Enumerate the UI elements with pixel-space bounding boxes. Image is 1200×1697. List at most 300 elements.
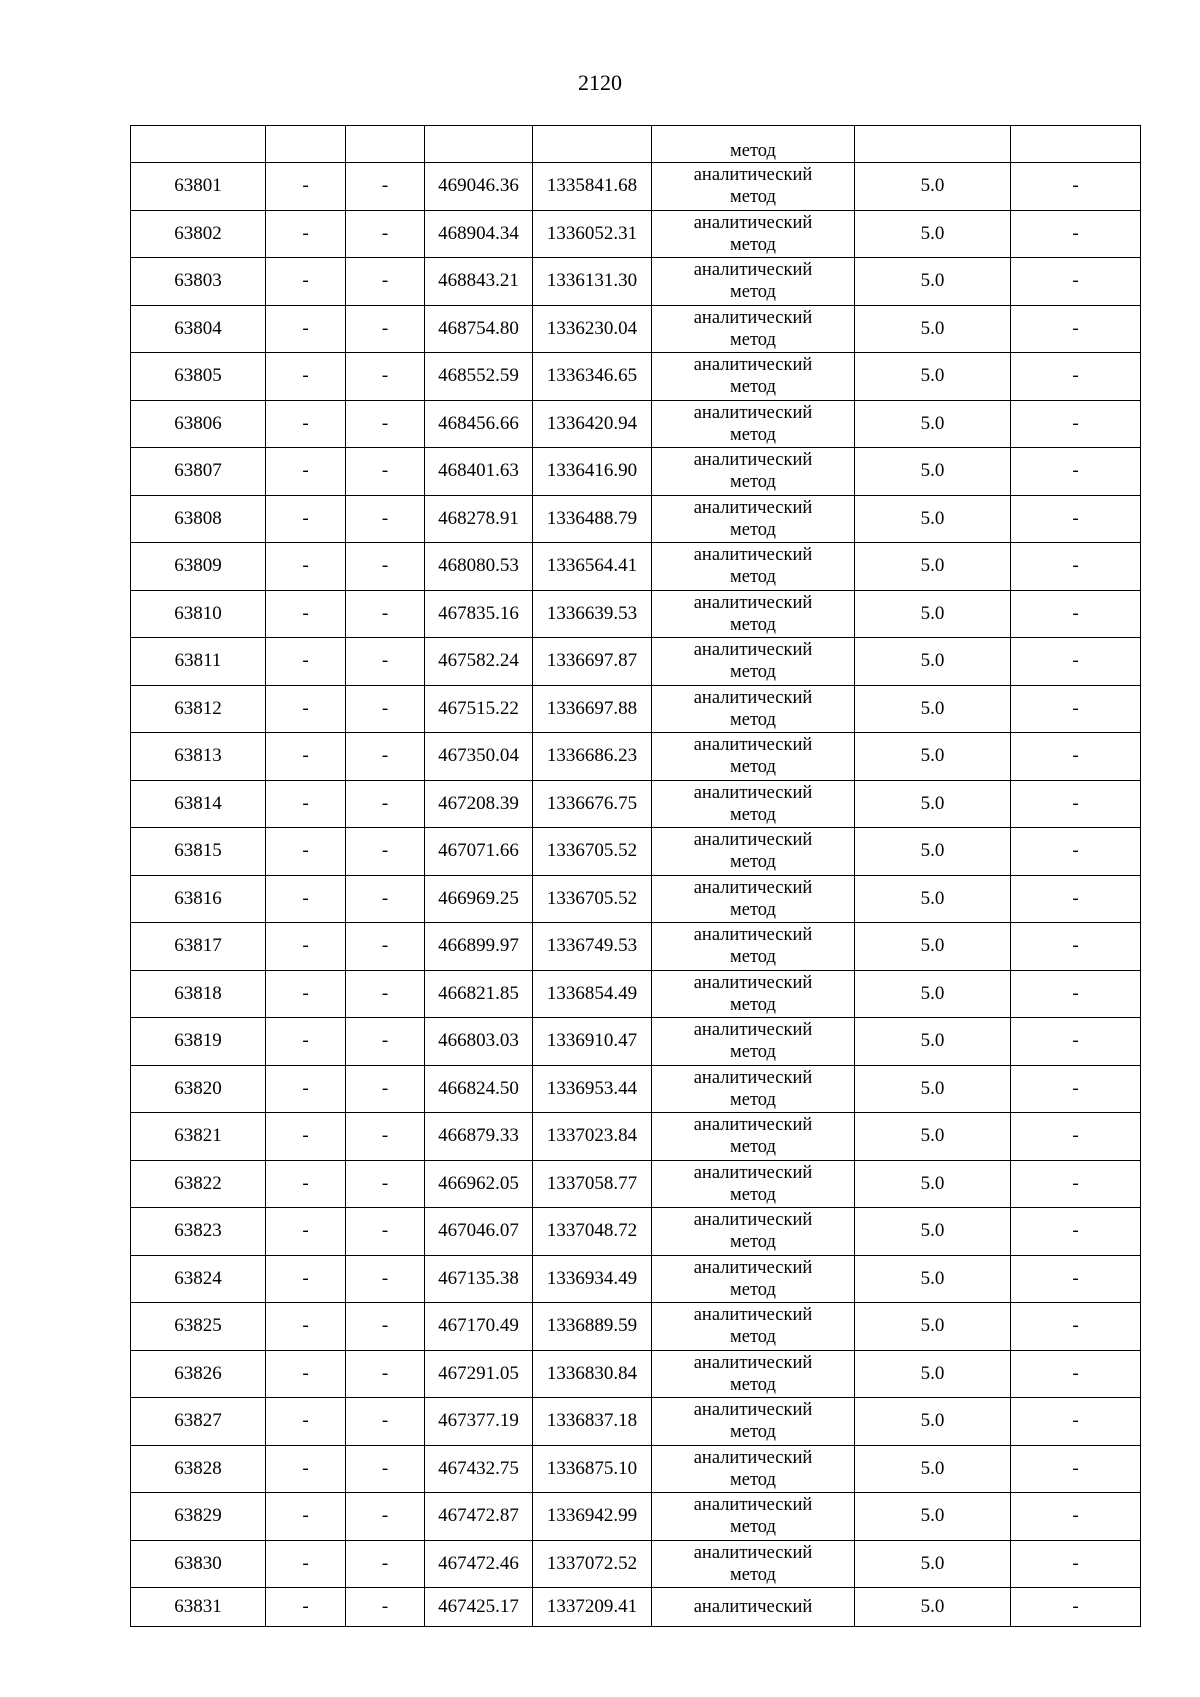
cell-accuracy: 5.0 — [855, 590, 1011, 638]
cell-c2: - — [266, 923, 346, 971]
cell-note: - — [1011, 400, 1141, 448]
method-line-2: метод — [730, 614, 776, 635]
cell-x: 467170.49 — [425, 1303, 533, 1351]
cell-method — [652, 1493, 855, 1541]
cell-y: 1336749.53 — [533, 923, 652, 971]
cell-note: - — [1011, 1160, 1141, 1208]
method-line-1: аналитический — [693, 1162, 813, 1183]
cell-y: 1337048.72 — [533, 1208, 652, 1256]
method-line-1: аналитический — [693, 735, 813, 756]
cell-method — [652, 828, 855, 876]
cell-y: 1336942.99 — [533, 1493, 652, 1541]
cell-accuracy: 5.0 — [855, 1160, 1011, 1208]
cell-method — [652, 1588, 855, 1627]
cell-id: 63816 — [131, 875, 266, 923]
cell-note: - — [1011, 163, 1141, 211]
cell-c3: - — [346, 1588, 425, 1627]
cell-y: 1336230.04 — [533, 305, 652, 353]
cell-c2: - — [266, 258, 346, 306]
cell-id: 63801 — [131, 163, 266, 211]
cell-c2: - — [266, 305, 346, 353]
cell-c3: - — [346, 543, 425, 591]
cell-accuracy: 5.0 — [855, 923, 1011, 971]
cell-accuracy: 5.0 — [855, 970, 1011, 1018]
cell-c2: - — [266, 1255, 346, 1303]
cell-method — [652, 495, 855, 543]
method-line-1: аналитический — [693, 877, 813, 898]
cell-c3: - — [346, 495, 425, 543]
cell-c2: - — [266, 1398, 346, 1446]
method-line-2: метод — [730, 804, 776, 825]
cell-c3: - — [346, 970, 425, 1018]
cell-method — [652, 923, 855, 971]
table-row — [131, 163, 1141, 211]
method-line-2: метод — [730, 852, 776, 873]
cell-id: 63812 — [131, 685, 266, 733]
cell-accuracy: 5.0 — [855, 163, 1011, 211]
method-line-1: аналитический — [693, 1597, 813, 1617]
cell-id: 63820 — [131, 1065, 266, 1113]
cell-note: - — [1011, 495, 1141, 543]
cell-note: - — [1011, 1303, 1141, 1351]
table-row — [131, 305, 1141, 353]
table-row — [131, 353, 1141, 401]
cell-c3: - — [346, 448, 425, 496]
cell-note: - — [1011, 543, 1141, 591]
table-row — [131, 1445, 1141, 1493]
cell-y: 1335841.68 — [533, 163, 652, 211]
cell-id: 63805 — [131, 353, 266, 401]
method-line-1: аналитический — [693, 1352, 813, 1373]
cell-c3: - — [346, 1445, 425, 1493]
cell-x: 466969.25 — [425, 875, 533, 923]
cell-x: 467046.07 — [425, 1208, 533, 1256]
cell-c3: - — [346, 1113, 425, 1161]
cell-note: - — [1011, 923, 1141, 971]
table-row — [131, 1350, 1141, 1398]
cell-c3: - — [346, 875, 425, 923]
method-line-2: метод — [730, 1469, 776, 1490]
cell-c3: - — [346, 1065, 425, 1113]
method-line-1: аналитический — [693, 355, 813, 376]
method-line-2: метод — [730, 709, 776, 730]
cell-accuracy: 5.0 — [855, 258, 1011, 306]
method-line-2: метод — [730, 899, 776, 920]
cell-c2: - — [266, 780, 346, 828]
table-row — [131, 780, 1141, 828]
cell-method — [652, 970, 855, 1018]
cell-c3: - — [346, 400, 425, 448]
method-line-2: метод — [730, 947, 776, 968]
cell-method — [652, 258, 855, 306]
cell-accuracy: 5.0 — [855, 543, 1011, 591]
cell-id: 63831 — [131, 1588, 266, 1627]
cell-id: 63825 — [131, 1303, 266, 1351]
cell-c2: - — [266, 1160, 346, 1208]
table-body — [131, 126, 1141, 1627]
cell-note: - — [1011, 1398, 1141, 1446]
cell-method — [652, 1160, 855, 1208]
cell-c3: - — [346, 210, 425, 258]
cell-note: - — [1011, 1493, 1141, 1541]
cell-c3: - — [346, 1303, 425, 1351]
cell-c2: - — [266, 448, 346, 496]
cell-y: 1336953.44 — [533, 1065, 652, 1113]
cell-x: 468456.66 — [425, 400, 533, 448]
method-line-1: аналитический — [693, 1305, 813, 1326]
cell-c3: - — [346, 305, 425, 353]
table-row — [131, 828, 1141, 876]
cell-c3: - — [346, 1018, 425, 1066]
method-line-1: аналитический — [693, 1020, 813, 1041]
cell-method — [652, 353, 855, 401]
method-line-1: аналитический — [693, 687, 813, 708]
cell-c2: - — [266, 1350, 346, 1398]
cell-id: 63808 — [131, 495, 266, 543]
cell-x: 466824.50 — [425, 1065, 533, 1113]
cell-y: 1337072.52 — [533, 1540, 652, 1588]
cell-c3: - — [346, 1350, 425, 1398]
method-line-2: метод — [730, 187, 776, 208]
cell-x: 467582.24 — [425, 638, 533, 686]
cell-id: 63830 — [131, 1540, 266, 1588]
cell-x: 467208.39 — [425, 780, 533, 828]
cell-y: 1336705.52 — [533, 875, 652, 923]
cell-y: 1336875.10 — [533, 1445, 652, 1493]
cell-id: 63817 — [131, 923, 266, 971]
cell-x: 466962.05 — [425, 1160, 533, 1208]
cell-note: - — [1011, 1445, 1141, 1493]
cell-c2: - — [266, 210, 346, 258]
cell-accuracy: 5.0 — [855, 305, 1011, 353]
cell-c2: - — [266, 400, 346, 448]
method-line-2: метод — [730, 1374, 776, 1395]
cell-c2: - — [266, 590, 346, 638]
cell-method — [652, 210, 855, 258]
cell-accuracy: 5.0 — [855, 1398, 1011, 1446]
cell-method — [652, 1445, 855, 1493]
cell-note: - — [1011, 1065, 1141, 1113]
cell-y: 1336854.49 — [533, 970, 652, 1018]
cell-x — [425, 126, 533, 163]
cell-method — [652, 1018, 855, 1066]
cell-y: 1336131.30 — [533, 258, 652, 306]
table-row — [131, 448, 1141, 496]
cell-note: - — [1011, 1350, 1141, 1398]
method-line-1: аналитический — [693, 925, 813, 946]
cell-note: - — [1011, 733, 1141, 781]
cell-method — [652, 305, 855, 353]
cell-accuracy: 5.0 — [855, 875, 1011, 923]
cell-c2: - — [266, 1065, 346, 1113]
method-line-1: аналитический — [693, 782, 813, 803]
cell-accuracy — [855, 126, 1011, 163]
cell-id: 63804 — [131, 305, 266, 353]
cell-note: - — [1011, 210, 1141, 258]
method-line-1: аналитический — [693, 165, 813, 186]
cell-id: 63806 — [131, 400, 266, 448]
cell-note — [1011, 126, 1141, 163]
cell-accuracy: 5.0 — [855, 400, 1011, 448]
cell-method — [652, 1065, 855, 1113]
method-line-1: аналитический — [693, 1447, 813, 1468]
cell-c3: - — [346, 638, 425, 686]
cell-id: 63818 — [131, 970, 266, 1018]
cell-x: 467432.75 — [425, 1445, 533, 1493]
cell-id — [131, 126, 266, 163]
cell-c2: - — [266, 1113, 346, 1161]
cell-x: 466899.97 — [425, 923, 533, 971]
cell-method — [652, 543, 855, 591]
cell-note: - — [1011, 1208, 1141, 1256]
cell-y: 1337209.41 — [533, 1588, 652, 1627]
cell-id: 63819 — [131, 1018, 266, 1066]
table-row — [131, 923, 1141, 971]
method-line-1: аналитический — [693, 402, 813, 423]
cell-y: 1336934.49 — [533, 1255, 652, 1303]
cell-id: 63809 — [131, 543, 266, 591]
cell-note: - — [1011, 638, 1141, 686]
cell-id: 63807 — [131, 448, 266, 496]
cell-x: 468278.91 — [425, 495, 533, 543]
cell-accuracy: 5.0 — [855, 733, 1011, 781]
table-row — [131, 1113, 1141, 1161]
cell-y: 1336910.47 — [533, 1018, 652, 1066]
cell-x: 466879.33 — [425, 1113, 533, 1161]
cell-id: 63802 — [131, 210, 266, 258]
method-line-2: метод — [730, 567, 776, 588]
cell-note: - — [1011, 258, 1141, 306]
cell-id: 63828 — [131, 1445, 266, 1493]
method-line-2: метод — [730, 282, 776, 303]
cell-note: - — [1011, 305, 1141, 353]
method-line-1: аналитический — [693, 640, 813, 661]
method-line-2: метод — [730, 424, 776, 445]
cell-accuracy: 5.0 — [855, 448, 1011, 496]
cell-x: 467472.87 — [425, 1493, 533, 1541]
cell-method — [652, 1113, 855, 1161]
method-line-1: аналитический — [693, 1257, 813, 1278]
table-row — [131, 400, 1141, 448]
cell-note: - — [1011, 828, 1141, 876]
table-row — [131, 1540, 1141, 1588]
cell-c2: - — [266, 543, 346, 591]
cell-y: 1336889.59 — [533, 1303, 652, 1351]
cell-x: 468904.34 — [425, 210, 533, 258]
cell-y: 1336830.84 — [533, 1350, 652, 1398]
cell-c2: - — [266, 1540, 346, 1588]
method-line-2: метод — [730, 1564, 776, 1585]
cell-accuracy: 5.0 — [855, 1493, 1011, 1541]
coordinates-table — [130, 125, 1141, 1627]
cell-id: 63827 — [131, 1398, 266, 1446]
cell-note: - — [1011, 590, 1141, 638]
cell-c3: - — [346, 258, 425, 306]
cell-x: 466803.03 — [425, 1018, 533, 1066]
cell-id: 63814 — [131, 780, 266, 828]
cell-x: 467135.38 — [425, 1255, 533, 1303]
method-line-1: аналитический — [693, 1067, 813, 1088]
cell-c3 — [346, 126, 425, 163]
cell-c2 — [266, 126, 346, 163]
cell-c3: - — [346, 1493, 425, 1541]
cell-x: 468843.21 — [425, 258, 533, 306]
method-line-2: метод — [730, 1232, 776, 1253]
cell-method — [652, 875, 855, 923]
table-row — [131, 1255, 1141, 1303]
cell-c2: - — [266, 828, 346, 876]
cell-id: 63822 — [131, 1160, 266, 1208]
cell-c3: - — [346, 1160, 425, 1208]
cell-c2: - — [266, 1493, 346, 1541]
cell-note: - — [1011, 1113, 1141, 1161]
cell-x: 467377.19 — [425, 1398, 533, 1446]
table-row — [131, 1303, 1141, 1351]
method-line-2: метод — [730, 757, 776, 778]
method-line-1: аналитический — [693, 307, 813, 328]
continuation-row — [131, 126, 1141, 163]
cell-method — [652, 1350, 855, 1398]
cell-c2: - — [266, 495, 346, 543]
cell-accuracy: 5.0 — [855, 1303, 1011, 1351]
cell-c2: - — [266, 733, 346, 781]
cell-y: 1337023.84 — [533, 1113, 652, 1161]
method-line-1: аналитический — [693, 1542, 813, 1563]
method-line-1: аналитический — [693, 1495, 813, 1516]
method-line-2: метод — [730, 1137, 776, 1158]
cell-y: 1336837.18 — [533, 1398, 652, 1446]
method-line-1: аналитический — [693, 830, 813, 851]
cell-method — [652, 1540, 855, 1588]
cell-note: - — [1011, 685, 1141, 733]
cell-x: 469046.36 — [425, 163, 533, 211]
cell-method — [652, 1208, 855, 1256]
cell-y: 1336420.94 — [533, 400, 652, 448]
method-line-2: метод — [730, 472, 776, 493]
method-line-1: аналитический — [693, 1115, 813, 1136]
cell-id: 63826 — [131, 1350, 266, 1398]
table-row — [131, 733, 1141, 781]
cell-accuracy: 5.0 — [855, 1018, 1011, 1066]
cell-c3: - — [346, 923, 425, 971]
method-line-1: аналитический — [693, 1210, 813, 1231]
cell-accuracy: 5.0 — [855, 495, 1011, 543]
cell-x: 468552.59 — [425, 353, 533, 401]
cell-accuracy: 5.0 — [855, 1065, 1011, 1113]
cell-c3: - — [346, 1208, 425, 1256]
cell-y: 1337058.77 — [533, 1160, 652, 1208]
cell-c3: - — [346, 1398, 425, 1446]
cell-id: 63829 — [131, 1493, 266, 1541]
cell-id: 63823 — [131, 1208, 266, 1256]
method-line-2: метод — [730, 234, 776, 255]
table-row — [131, 210, 1141, 258]
table-row — [131, 495, 1141, 543]
cell-accuracy: 5.0 — [855, 1350, 1011, 1398]
cell-accuracy: 5.0 — [855, 638, 1011, 686]
cell-note: - — [1011, 1540, 1141, 1588]
method-line-1: аналитический — [693, 497, 813, 518]
cell-method — [652, 1255, 855, 1303]
method-line-2: метод — [730, 329, 776, 350]
cell-c3: - — [346, 1255, 425, 1303]
cell-method — [652, 1398, 855, 1446]
method-line-1: аналитический — [693, 972, 813, 993]
table-row — [131, 875, 1141, 923]
cell-c3: - — [346, 685, 425, 733]
table-row — [131, 590, 1141, 638]
cell-c2: - — [266, 1208, 346, 1256]
cell-x: 467071.66 — [425, 828, 533, 876]
cell-note: - — [1011, 970, 1141, 1018]
cell-y: 1336416.90 — [533, 448, 652, 496]
cell-x: 467515.22 — [425, 685, 533, 733]
cell-c2: - — [266, 1588, 346, 1627]
cell-c2: - — [266, 970, 346, 1018]
cell-note: - — [1011, 780, 1141, 828]
cell-method — [652, 1303, 855, 1351]
cell-accuracy: 5.0 — [855, 1208, 1011, 1256]
table-row — [131, 685, 1141, 733]
cell-x: 468401.63 — [425, 448, 533, 496]
table-row — [131, 970, 1141, 1018]
cell-method — [652, 685, 855, 733]
cell-method — [652, 590, 855, 638]
cell-method — [652, 448, 855, 496]
cell-x: 468754.80 — [425, 305, 533, 353]
cell-note: - — [1011, 353, 1141, 401]
cell-c2: - — [266, 875, 346, 923]
method-line-2: метод — [730, 994, 776, 1015]
method-line-1: аналитический — [693, 212, 813, 233]
cell-method — [652, 638, 855, 686]
method-line-2: метод — [730, 1042, 776, 1063]
cell-accuracy: 5.0 — [855, 210, 1011, 258]
page-number: 2120 — [578, 70, 622, 95]
method-line-2: метод — [730, 1279, 776, 1300]
method-line-2: метод — [730, 1517, 776, 1538]
method-line-2: метод — [730, 377, 776, 398]
cell-y — [533, 126, 652, 163]
method-line-1: аналитический — [693, 1400, 813, 1421]
method-line-2: метод — [730, 519, 776, 540]
method-line-1: аналитический — [693, 260, 813, 281]
cell-c2: - — [266, 685, 346, 733]
cell-c3: - — [346, 1540, 425, 1588]
cell-c3: - — [346, 163, 425, 211]
method-line-2: метод — [730, 1327, 776, 1348]
cell-accuracy: 5.0 — [855, 353, 1011, 401]
cell-x: 467472.46 — [425, 1540, 533, 1588]
table-row — [131, 1398, 1141, 1446]
method-line-2: метод — [730, 1184, 776, 1205]
cell-x: 467291.05 — [425, 1350, 533, 1398]
cell-c3: - — [346, 733, 425, 781]
cell-c2: - — [266, 638, 346, 686]
cell-method — [652, 780, 855, 828]
cell-note: - — [1011, 448, 1141, 496]
cell-y: 1336639.53 — [533, 590, 652, 638]
cell-c2: - — [266, 1445, 346, 1493]
cell-y: 1336676.75 — [533, 780, 652, 828]
method-line-2: метод — [730, 1422, 776, 1443]
cell-c3: - — [346, 353, 425, 401]
cell-y: 1336564.41 — [533, 543, 652, 591]
cell-id: 63821 — [131, 1113, 266, 1161]
cell-y: 1336346.65 — [533, 353, 652, 401]
cell-x: 467425.17 — [425, 1588, 533, 1627]
cell-c2: - — [266, 1303, 346, 1351]
